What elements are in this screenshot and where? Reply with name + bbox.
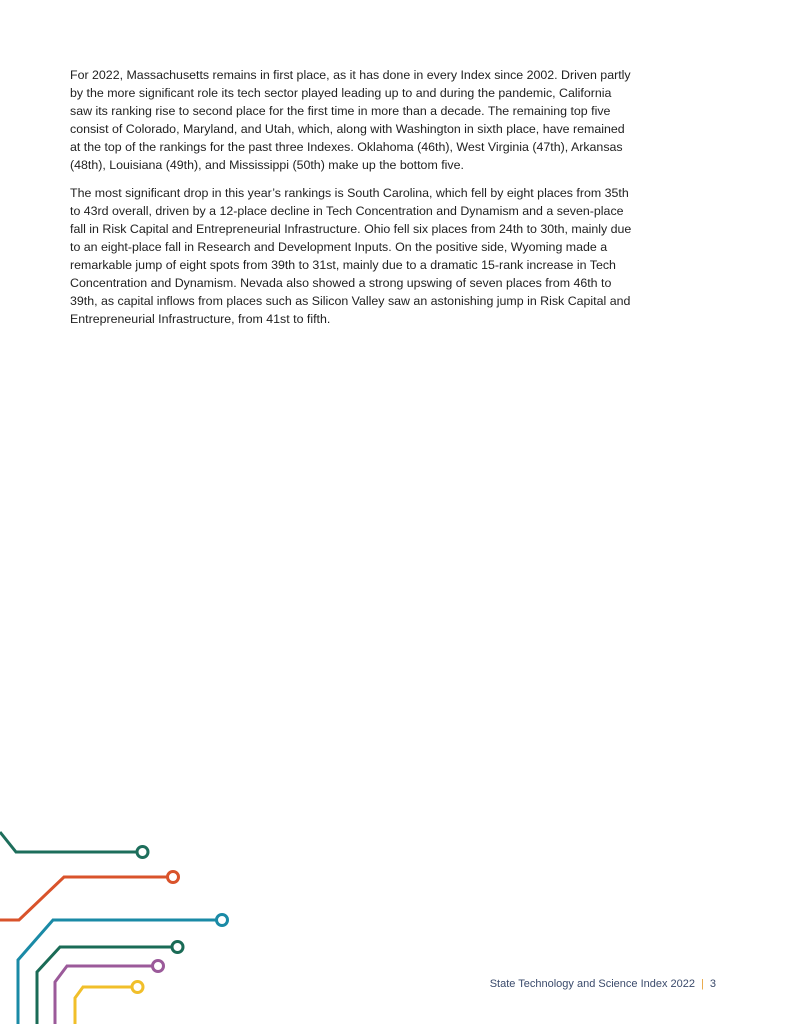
circuit-line-teal [18,915,228,1024]
circuit-line-dark-green [0,832,148,858]
circuit-lines-decoration [0,820,260,1024]
paragraph-2: The most significant drop in this year’s rankings is South Carolina, which fell by eight places from 35th to 43rd overall, driven by a 12-place decline in Tech Concentration and Dynamism and a seven-place fall in Risk Capital and Entrepreneurial Infrastructure. Ohio fell six places from 24th to 30th, mainly due to an eight-place fall in Research and Development Inputs. On the positive side, Wyoming made a remarkable jump of eight spots from 39th to 31st, mainly due to a dramatic 15-rank increase in Tech Concentration and Dynamism. Nevada also showed a strong upswing of seven places from 46th to 39th, as capital inflows from places such as Silicon Valley saw an astonishing jump in Risk Capital and Entrepreneurial Infrastructure, from 41st to fifth. [70,185,632,327]
page-number: 3 [709,978,716,990]
body-text [70,66,632,337]
footer-separator: | [701,978,704,990]
circuit-line-orange [0,872,179,921]
footer-title: State Technology and Science Index 2022 [489,978,696,990]
paragraph-1: For 2022, Massachusetts remains in first place, as it has done in every Index since 2002. Driven partly by the more significant role its tech sector played leading up to and during the pandemic, California saw its ranking rise to second place for the first time in more than a decade. The remaining top five consist of Colorado, Maryland, and Utah, which, along with Washington in sixth place, have remained at the top of the rankings for the past three Indexes. Oklahoma (46th), West Virginia (47th), Arkansas (48th), Louisiana (49th), and Mississippi (50th) make up the bottom five. [70,68,631,173]
circuit-line-purple [55,961,164,1024]
circuit-line-yellow [75,982,143,1024]
circuit-line-green [37,942,183,1024]
page-footer [490,978,716,990]
